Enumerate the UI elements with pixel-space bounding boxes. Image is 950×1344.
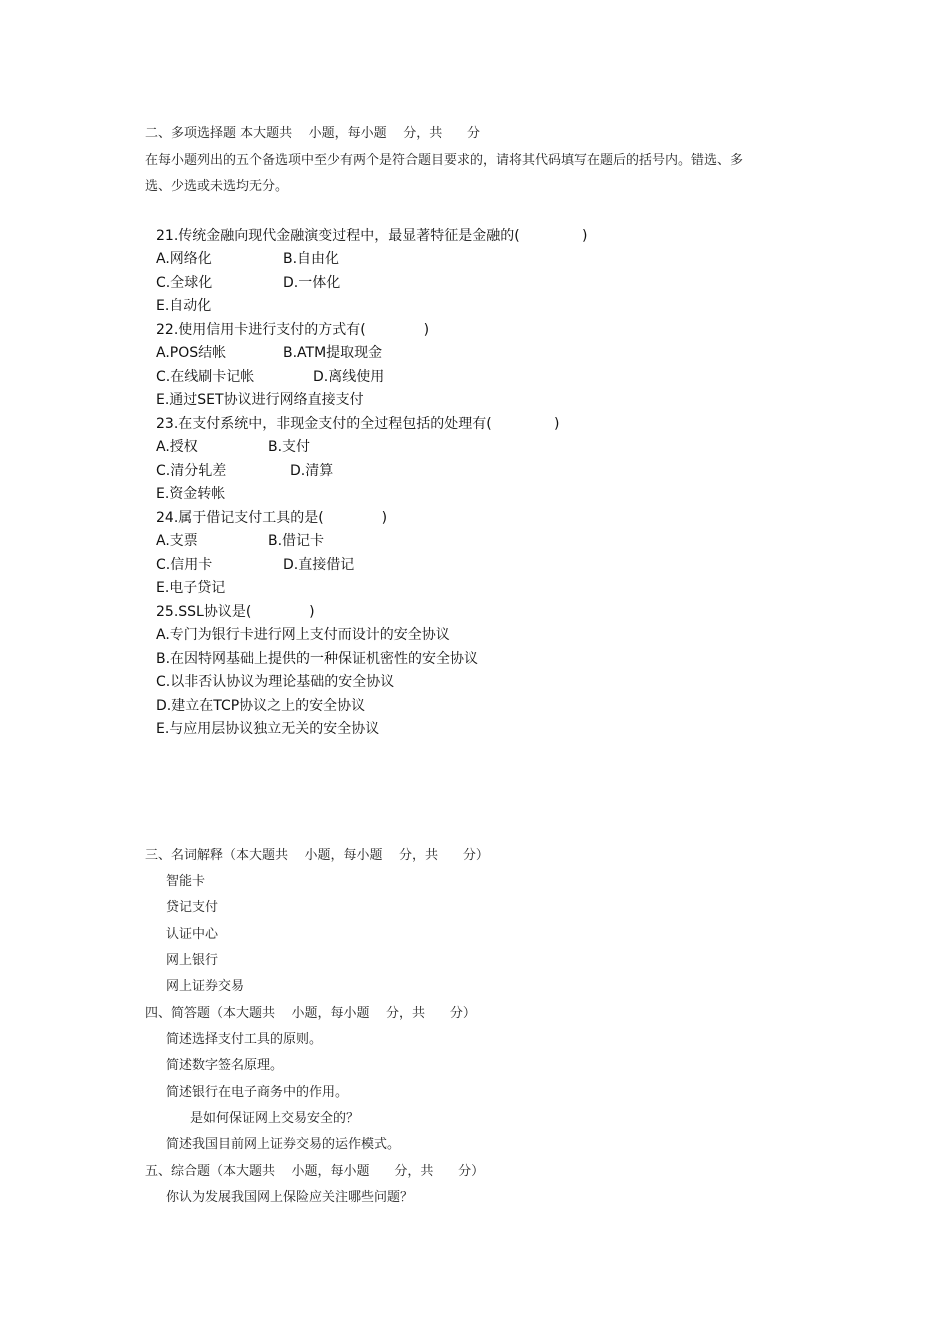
question-25-stem: 25.SSL协议是( ): [156, 604, 315, 620]
section-2-instructions-line1: 在每小题列出的五个备选项中至少有两个是符合题目要求的，请将其代码填写在题后的括号内。错选、多: [145, 153, 744, 168]
question-23-option-b: B.支付: [268, 439, 311, 455]
question-22-option-a: A.POS结帐: [156, 345, 227, 361]
term-item: 认证中心: [166, 927, 219, 942]
term-item: 网上证券交易: [166, 979, 245, 994]
question-25-option-e: E.与应用层协议独立无关的安全协议: [156, 721, 380, 737]
question-25-option-b: B.在因特网基础上提供的一种保证机密性的安全协议: [156, 651, 479, 667]
question-22-stem: 22.使用信用卡进行支付的方式有( ): [156, 322, 430, 338]
question-25-option-a: A.专门为银行卡进行网上支付而设计的安全协议: [156, 627, 450, 643]
short-answer-item: 是如何保证网上交易安全的？: [190, 1111, 360, 1126]
short-answer-item: 简述选择支付工具的原则。: [166, 1032, 323, 1047]
section-2-instructions-line2: 选、少选或未选均无分。: [145, 179, 289, 194]
short-answer-item: 简述我国目前网上证券交易的运作模式。: [166, 1137, 401, 1152]
section-3-title: 三、名词解释（本大题共 小题，每小题 分，共 分）: [145, 848, 489, 863]
term-item: 贷记支付: [166, 900, 219, 915]
question-23-option-c: C.清分轧差: [156, 463, 227, 479]
comprehensive-item: 你认为发展我国网上保险应关注哪些问题？: [166, 1190, 414, 1205]
section-2-title: 二、多项选择题 本大题共 小题，每小题 分，共 分: [145, 126, 480, 141]
question-24-option-d: D.直接借记: [283, 557, 355, 573]
question-21-option-c: C.全球化: [156, 275, 213, 291]
question-21-option-e: E.自动化: [156, 298, 212, 314]
question-24-stem: 24.属于借记支付工具的是( ): [156, 510, 388, 526]
question-22-option-b: B.ATM提取现金: [283, 345, 383, 361]
question-23-option-d: D.清算: [290, 463, 334, 479]
short-answer-item: 简述数字签名原理。: [166, 1058, 284, 1073]
question-22-option-e: E.通过SET协议进行网络直接支付: [156, 392, 364, 408]
question-21-option-d: D.一体化: [283, 275, 341, 291]
section-4-title: 四、简答题（本大题共 小题，每小题 分，共 分）: [145, 1006, 476, 1021]
question-21-option-b: B.自由化: [283, 251, 340, 267]
question-24-option-c: C.信用卡: [156, 557, 213, 573]
question-25-option-d: D.建立在TCP协议之上的安全协议: [156, 698, 366, 714]
question-21-option-a: A.网络化: [156, 251, 212, 267]
question-25-option-c: C.以非否认协议为理论基础的安全协议: [156, 674, 395, 690]
question-24-option-e: E.电子贷记: [156, 580, 226, 596]
question-23-option-e: E.资金转帐: [156, 486, 226, 502]
question-22-option-d: D.离线使用: [313, 369, 385, 385]
question-24-option-a: A.支票: [156, 533, 198, 549]
term-item: 智能卡: [166, 874, 206, 889]
question-21-stem: 21.传统金融向现代金融演变过程中，最显著特征是金融的( ): [156, 228, 588, 244]
question-23-stem: 23.在支付系统中，非现金支付的全过程包括的处理有( ): [156, 416, 560, 432]
question-24-option-b: B.借记卡: [268, 533, 325, 549]
question-23-option-a: A.授权: [156, 439, 198, 455]
question-22-option-c: C.在线刷卡记帐: [156, 369, 255, 385]
term-item: 网上银行: [166, 953, 219, 968]
short-answer-item: 简述银行在电子商务中的作用。: [166, 1085, 349, 1100]
section-5-title: 五、综合题（本大题共 小题，每小题 分，共 分）: [145, 1164, 485, 1179]
